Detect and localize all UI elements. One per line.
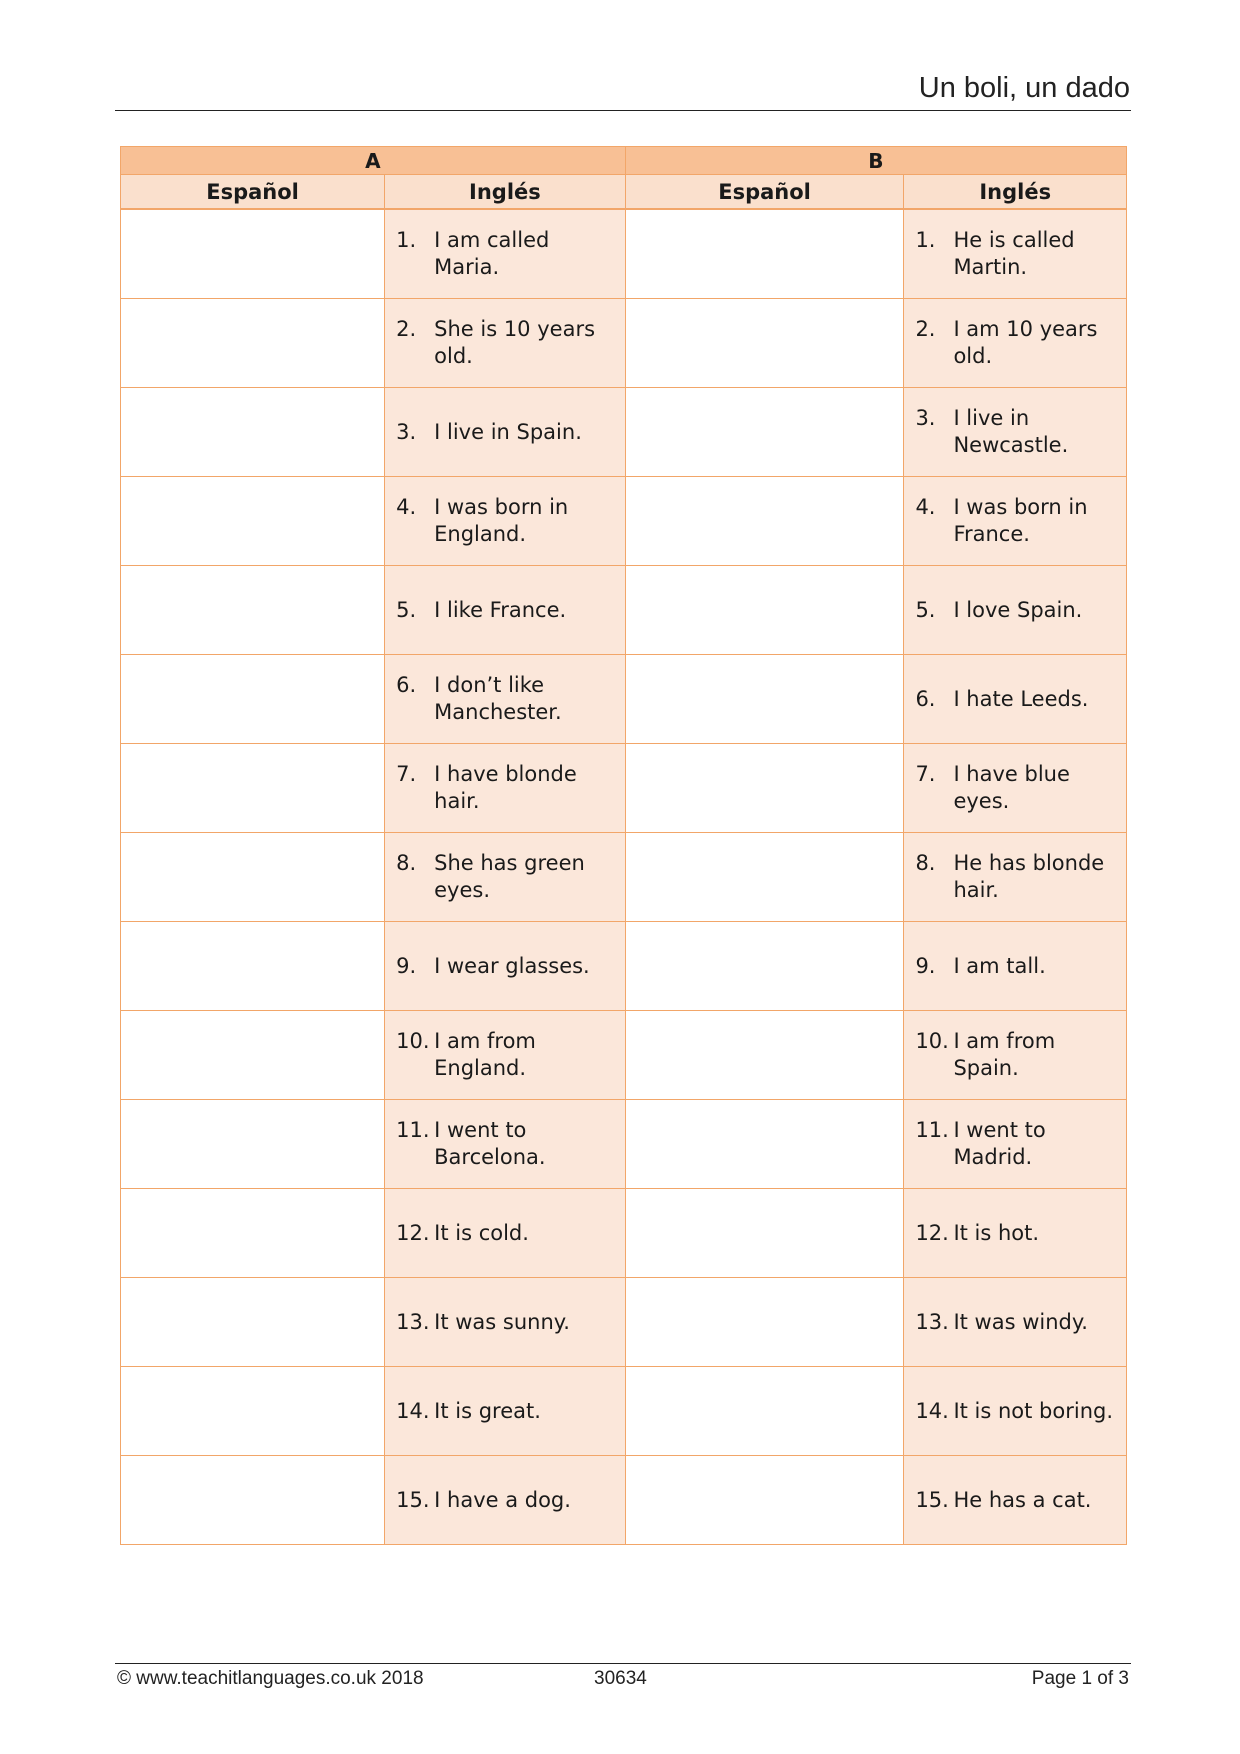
item-number: 1. (396, 228, 417, 252)
list-item (396, 1487, 617, 1514)
table-row (121, 388, 1127, 477)
list-item (396, 850, 617, 904)
answer-cell-b[interactable] (625, 477, 904, 566)
answer-cell-a[interactable] (121, 1367, 385, 1456)
table-row (121, 1456, 1127, 1545)
item-number: 2. (396, 317, 417, 341)
table-row (121, 1278, 1127, 1367)
english-cell-a (385, 744, 626, 833)
english-cell-a (385, 388, 626, 477)
english-cell-b (904, 388, 1127, 477)
item-text: I live in Newcastle. (953, 406, 1069, 457)
answer-cell-a[interactable] (121, 566, 385, 655)
item-text: I am from Spain. (953, 1029, 1056, 1080)
answer-cell-a[interactable] (121, 1189, 385, 1278)
column-header-espanol-b: Español (625, 175, 904, 210)
item-text: I am called Maria. (434, 228, 550, 279)
english-cell-a (385, 1011, 626, 1100)
item-text: He has blonde hair. (953, 851, 1105, 902)
item-text: I have a dog. (434, 1487, 571, 1512)
list-item (915, 686, 1118, 713)
english-cell-b (904, 1278, 1127, 1367)
english-cell-a (385, 299, 626, 388)
footer-divider (115, 1663, 1131, 1664)
item-text: I live in Spain. (434, 419, 582, 444)
answer-cell-a[interactable] (121, 655, 385, 744)
answer-cell-b[interactable] (625, 1367, 904, 1456)
item-number: 8. (915, 851, 936, 875)
list-item (396, 494, 617, 548)
english-cell-b (904, 744, 1127, 833)
item-text: It is great. (434, 1398, 541, 1423)
item-text: I was born in France. (953, 495, 1088, 546)
table-row (121, 833, 1127, 922)
item-text: I am tall. (953, 953, 1046, 978)
item-text: It is cold. (434, 1220, 529, 1245)
item-text: He is called Martin. (953, 228, 1075, 279)
answer-cell-a[interactable] (121, 833, 385, 922)
table-row (121, 655, 1127, 744)
vocabulary-table (120, 146, 1127, 1545)
footer-copyright: © www.teachitlanguages.co.uk 2018 (117, 1668, 424, 1689)
item-number: 2. (915, 317, 936, 341)
answer-cell-a[interactable] (121, 1011, 385, 1100)
item-text: I wear glasses. (434, 953, 590, 978)
footer-resource-code: 30634 (594, 1668, 647, 1689)
item-number: 10. (915, 1029, 949, 1053)
list-item (915, 1220, 1118, 1247)
list-item (915, 761, 1118, 815)
item-number: 13. (915, 1309, 949, 1334)
english-cell-a (385, 922, 626, 1011)
answer-cell-b[interactable] (625, 566, 904, 655)
english-cell-b (904, 1456, 1127, 1545)
answer-cell-a[interactable] (121, 1278, 385, 1367)
table-row (121, 744, 1127, 833)
item-text: I am 10 years old. (953, 317, 1098, 368)
item-number: 9. (396, 953, 417, 978)
answer-cell-b[interactable] (625, 388, 904, 477)
english-cell-a (385, 477, 626, 566)
list-item (915, 850, 1118, 904)
list-item (915, 227, 1118, 281)
item-number: 8. (396, 851, 417, 875)
item-number: 6. (396, 673, 417, 697)
answer-cell-b[interactable] (625, 1278, 904, 1367)
list-item (396, 953, 617, 980)
list-item (396, 1220, 617, 1247)
answer-cell-b[interactable] (625, 922, 904, 1011)
table-row (121, 1011, 1127, 1100)
item-number: 10. (396, 1029, 430, 1053)
answer-cell-a[interactable] (121, 1100, 385, 1189)
list-item (915, 1487, 1118, 1514)
english-cell-a (385, 1456, 626, 1545)
english-cell-b (904, 1011, 1127, 1100)
english-cell-b (904, 655, 1127, 744)
column-header-row (121, 175, 1127, 210)
answer-cell-b[interactable] (625, 299, 904, 388)
item-text: I have blonde hair. (434, 762, 577, 813)
item-number: 15. (396, 1487, 430, 1512)
list-item (915, 953, 1118, 980)
item-text: She has green eyes. (434, 851, 585, 902)
item-number: 12. (915, 1220, 949, 1245)
answer-cell-b[interactable] (625, 1189, 904, 1278)
english-cell-a (385, 1367, 626, 1456)
list-item (915, 1309, 1118, 1336)
english-cell-b (904, 566, 1127, 655)
list-item (915, 405, 1118, 459)
table-row (121, 1367, 1127, 1456)
item-number: 7. (915, 762, 936, 786)
title-divider (115, 110, 1131, 111)
answer-cell-a[interactable] (121, 922, 385, 1011)
english-cell-b (904, 1100, 1127, 1189)
table-row (121, 1100, 1127, 1189)
list-item (396, 227, 617, 281)
list-item (396, 597, 617, 624)
english-cell-b (904, 922, 1127, 1011)
column-header-ingles-b: Inglés (904, 175, 1127, 210)
english-cell-b (904, 299, 1127, 388)
english-cell-a (385, 566, 626, 655)
english-cell-b (904, 477, 1127, 566)
answer-cell-b[interactable] (625, 744, 904, 833)
item-text: It was sunny. (434, 1309, 570, 1334)
table-row (121, 477, 1127, 566)
item-number: 3. (915, 406, 936, 430)
group-b-header: B (625, 147, 1126, 175)
item-number: 15. (915, 1487, 949, 1512)
list-item (915, 1028, 1118, 1082)
list-item (396, 419, 617, 446)
list-item (396, 1117, 617, 1171)
answer-cell-b[interactable] (625, 1011, 904, 1100)
english-cell-b (904, 833, 1127, 922)
item-text: I was born in England. (434, 495, 569, 546)
group-a-header: A (121, 147, 626, 175)
column-header-ingles-a: Inglés (385, 175, 626, 210)
item-number: 3. (396, 419, 417, 444)
answer-cell-b[interactable] (625, 209, 904, 299)
list-item (396, 1309, 617, 1336)
item-number: 12. (396, 1220, 430, 1245)
answer-cell-a[interactable] (121, 299, 385, 388)
english-cell-b (904, 1367, 1127, 1456)
answer-cell-b[interactable] (625, 833, 904, 922)
list-item (915, 1398, 1118, 1425)
table-row (121, 299, 1127, 388)
answer-cell-a[interactable] (121, 209, 385, 299)
english-cell-a (385, 1100, 626, 1189)
column-header-espanol-a: Español (121, 175, 385, 210)
list-item (396, 1028, 617, 1082)
english-cell-a (385, 1189, 626, 1278)
table-row (121, 566, 1127, 655)
item-text: I don’t like Manchester. (434, 673, 562, 724)
english-cell-a (385, 209, 626, 299)
item-text: He has a cat. (953, 1487, 1092, 1512)
item-text: She is 10 years old. (434, 317, 596, 368)
answer-cell-b[interactable] (625, 1100, 904, 1189)
list-item (915, 316, 1118, 370)
item-number: 5. (915, 597, 936, 622)
item-text: It is hot. (953, 1220, 1040, 1245)
item-number: 4. (396, 495, 417, 519)
list-item (915, 494, 1118, 548)
answer-cell-a[interactable] (121, 477, 385, 566)
table-row (121, 1189, 1127, 1278)
table-body (121, 209, 1127, 1545)
item-number: 13. (396, 1309, 430, 1334)
item-text: It is not boring. (953, 1398, 1114, 1423)
list-item (396, 672, 617, 726)
list-item (915, 597, 1118, 624)
item-text: I went to Barcelona. (434, 1118, 546, 1169)
english-cell-b (904, 1189, 1127, 1278)
answer-cell-b[interactable] (625, 1456, 904, 1545)
answer-cell-a[interactable] (121, 388, 385, 477)
item-number: 14. (396, 1398, 430, 1423)
item-number: 6. (915, 686, 936, 711)
footer-page-number: Page 1 of 3 (1031, 1668, 1129, 1689)
item-number: 4. (915, 495, 936, 519)
item-number: 11. (915, 1118, 949, 1142)
item-number: 14. (915, 1398, 949, 1423)
table-row (121, 922, 1127, 1011)
item-text: I hate Leeds. (953, 686, 1089, 711)
item-number: 7. (396, 762, 417, 786)
list-item (396, 761, 617, 815)
list-item (396, 316, 617, 370)
item-number: 5. (396, 597, 417, 622)
list-item (396, 1398, 617, 1425)
english-cell-a (385, 833, 626, 922)
item-text: It was windy. (953, 1309, 1088, 1334)
item-number: 1. (915, 228, 936, 252)
item-text: I love Spain. (953, 597, 1083, 622)
answer-cell-a[interactable] (121, 744, 385, 833)
english-cell-a (385, 1278, 626, 1367)
list-item (915, 1117, 1118, 1171)
group-header-row (121, 147, 1127, 175)
answer-cell-b[interactable] (625, 655, 904, 744)
english-cell-b (904, 209, 1127, 299)
item-text: I have blue eyes. (953, 762, 1070, 813)
item-number: 11. (396, 1118, 430, 1142)
item-text: I am from England. (434, 1029, 536, 1080)
answer-cell-a[interactable] (121, 1456, 385, 1545)
item-number: 9. (915, 953, 936, 978)
page-title: Un boli, un dado (918, 72, 1130, 104)
item-text: I like France. (434, 597, 567, 622)
table-row (121, 209, 1127, 299)
english-cell-a (385, 655, 626, 744)
item-text: I went to Madrid. (953, 1118, 1046, 1169)
